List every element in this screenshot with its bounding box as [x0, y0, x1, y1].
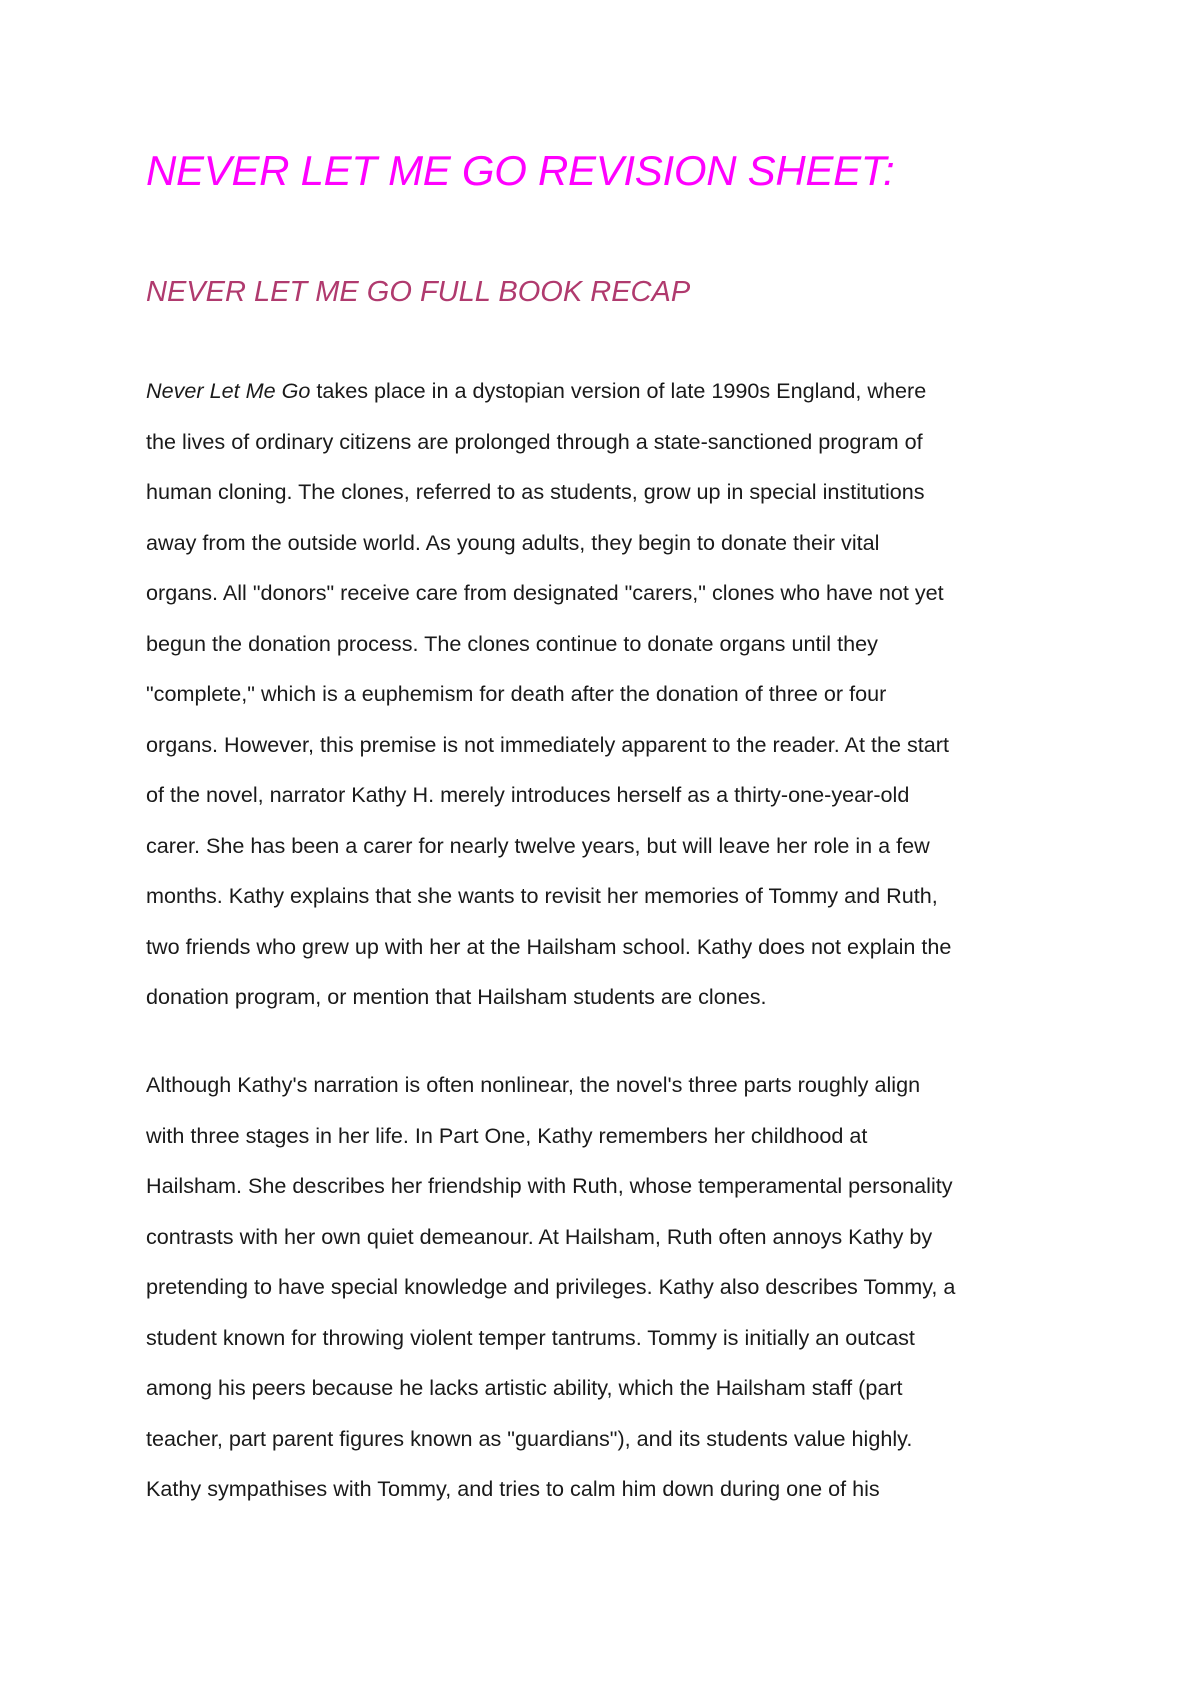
- paragraph-line: with three stages in her life. In Part One, Kathy remembers her childhood at: [146, 1122, 868, 1148]
- section-heading: NEVER LET ME GO FULL BOOK RECAP: [146, 276, 691, 308]
- paragraph-line: of the novel, narrator Kathy H. merely introduces herself as a thirty-one-year-old: [146, 782, 910, 807]
- paragraph-line: the lives of ordinary citizens are prolonged through a state-sanctioned program of: [146, 428, 923, 454]
- paragraph-line: contrasts with her own quiet demeanour. At Hailsham, Ruth often annoys Kathy by: [146, 1223, 933, 1249]
- page-title: NEVER LET ME GO REVISION SHEET:: [146, 147, 895, 194]
- paragraph-line: organs. All "donors" receive care from designated "carers," clones who have not yet: [146, 580, 944, 605]
- paragraph-recap-2: [146, 1060, 1066, 1515]
- paragraph-line: away from the outside world. As young adults, they begin to donate their vital: [146, 529, 880, 555]
- paragraph-line: organs. However, this premise is not immediately apparent to the reader. At the start: [146, 731, 949, 757]
- paragraph-line: carer. She has been a carer for nearly twelve years, but will leave her role in a few: [146, 832, 930, 858]
- paragraph-line: student known for throwing violent temper tantrums. Tommy is initially an outcast: [146, 1324, 915, 1350]
- paragraph-line: Kathy sympathises with Tommy, and tries to calm him down during one of his: [146, 1476, 880, 1501]
- paragraph-line: human cloning. The clones, referred to as students, grow up in special institutions: [146, 479, 925, 504]
- paragraph-line: "complete," which is a euphemism for death after the donation of three or four: [146, 681, 887, 706]
- paragraph-line: months. Kathy explains that she wants to revisit her memories of Tommy and Ruth,: [146, 883, 938, 908]
- document-page: [146, 0, 1076, 1694]
- paragraph-line: pretending to have special knowledge and privileges. Kathy also describes Tommy, a: [146, 1274, 956, 1299]
- paragraph-recap-1: [146, 366, 1066, 1023]
- paragraph-line: two friends who grew up with her at the Hailsham school. Kathy does not explain the: [146, 933, 952, 959]
- book-title-italic: Never Let Me Go: [146, 378, 311, 403]
- paragraph-line: Hailsham. She describes her friendship with Ruth, whose temperamental personality: [146, 1173, 953, 1198]
- paragraph-line: teacher, part parent figures known as "guardians"), and its students value highly.: [146, 1425, 913, 1451]
- line-text: takes place in a dystopian version of late 1990s England, where: [310, 378, 927, 403]
- paragraph-line: [146, 366, 1066, 417]
- paragraph-line: among his peers because he lacks artistic ability, which the Hailsham staff (part: [146, 1375, 903, 1400]
- paragraph-line: donation program, or mention that Hailsham students are clones.: [146, 984, 767, 1009]
- paragraph-line: begun the donation process. The clones continue to donate organs until they: [146, 630, 878, 656]
- paragraph-line: Although Kathy's narration is often nonlinear, the novel's three parts roughly align: [146, 1072, 921, 1097]
